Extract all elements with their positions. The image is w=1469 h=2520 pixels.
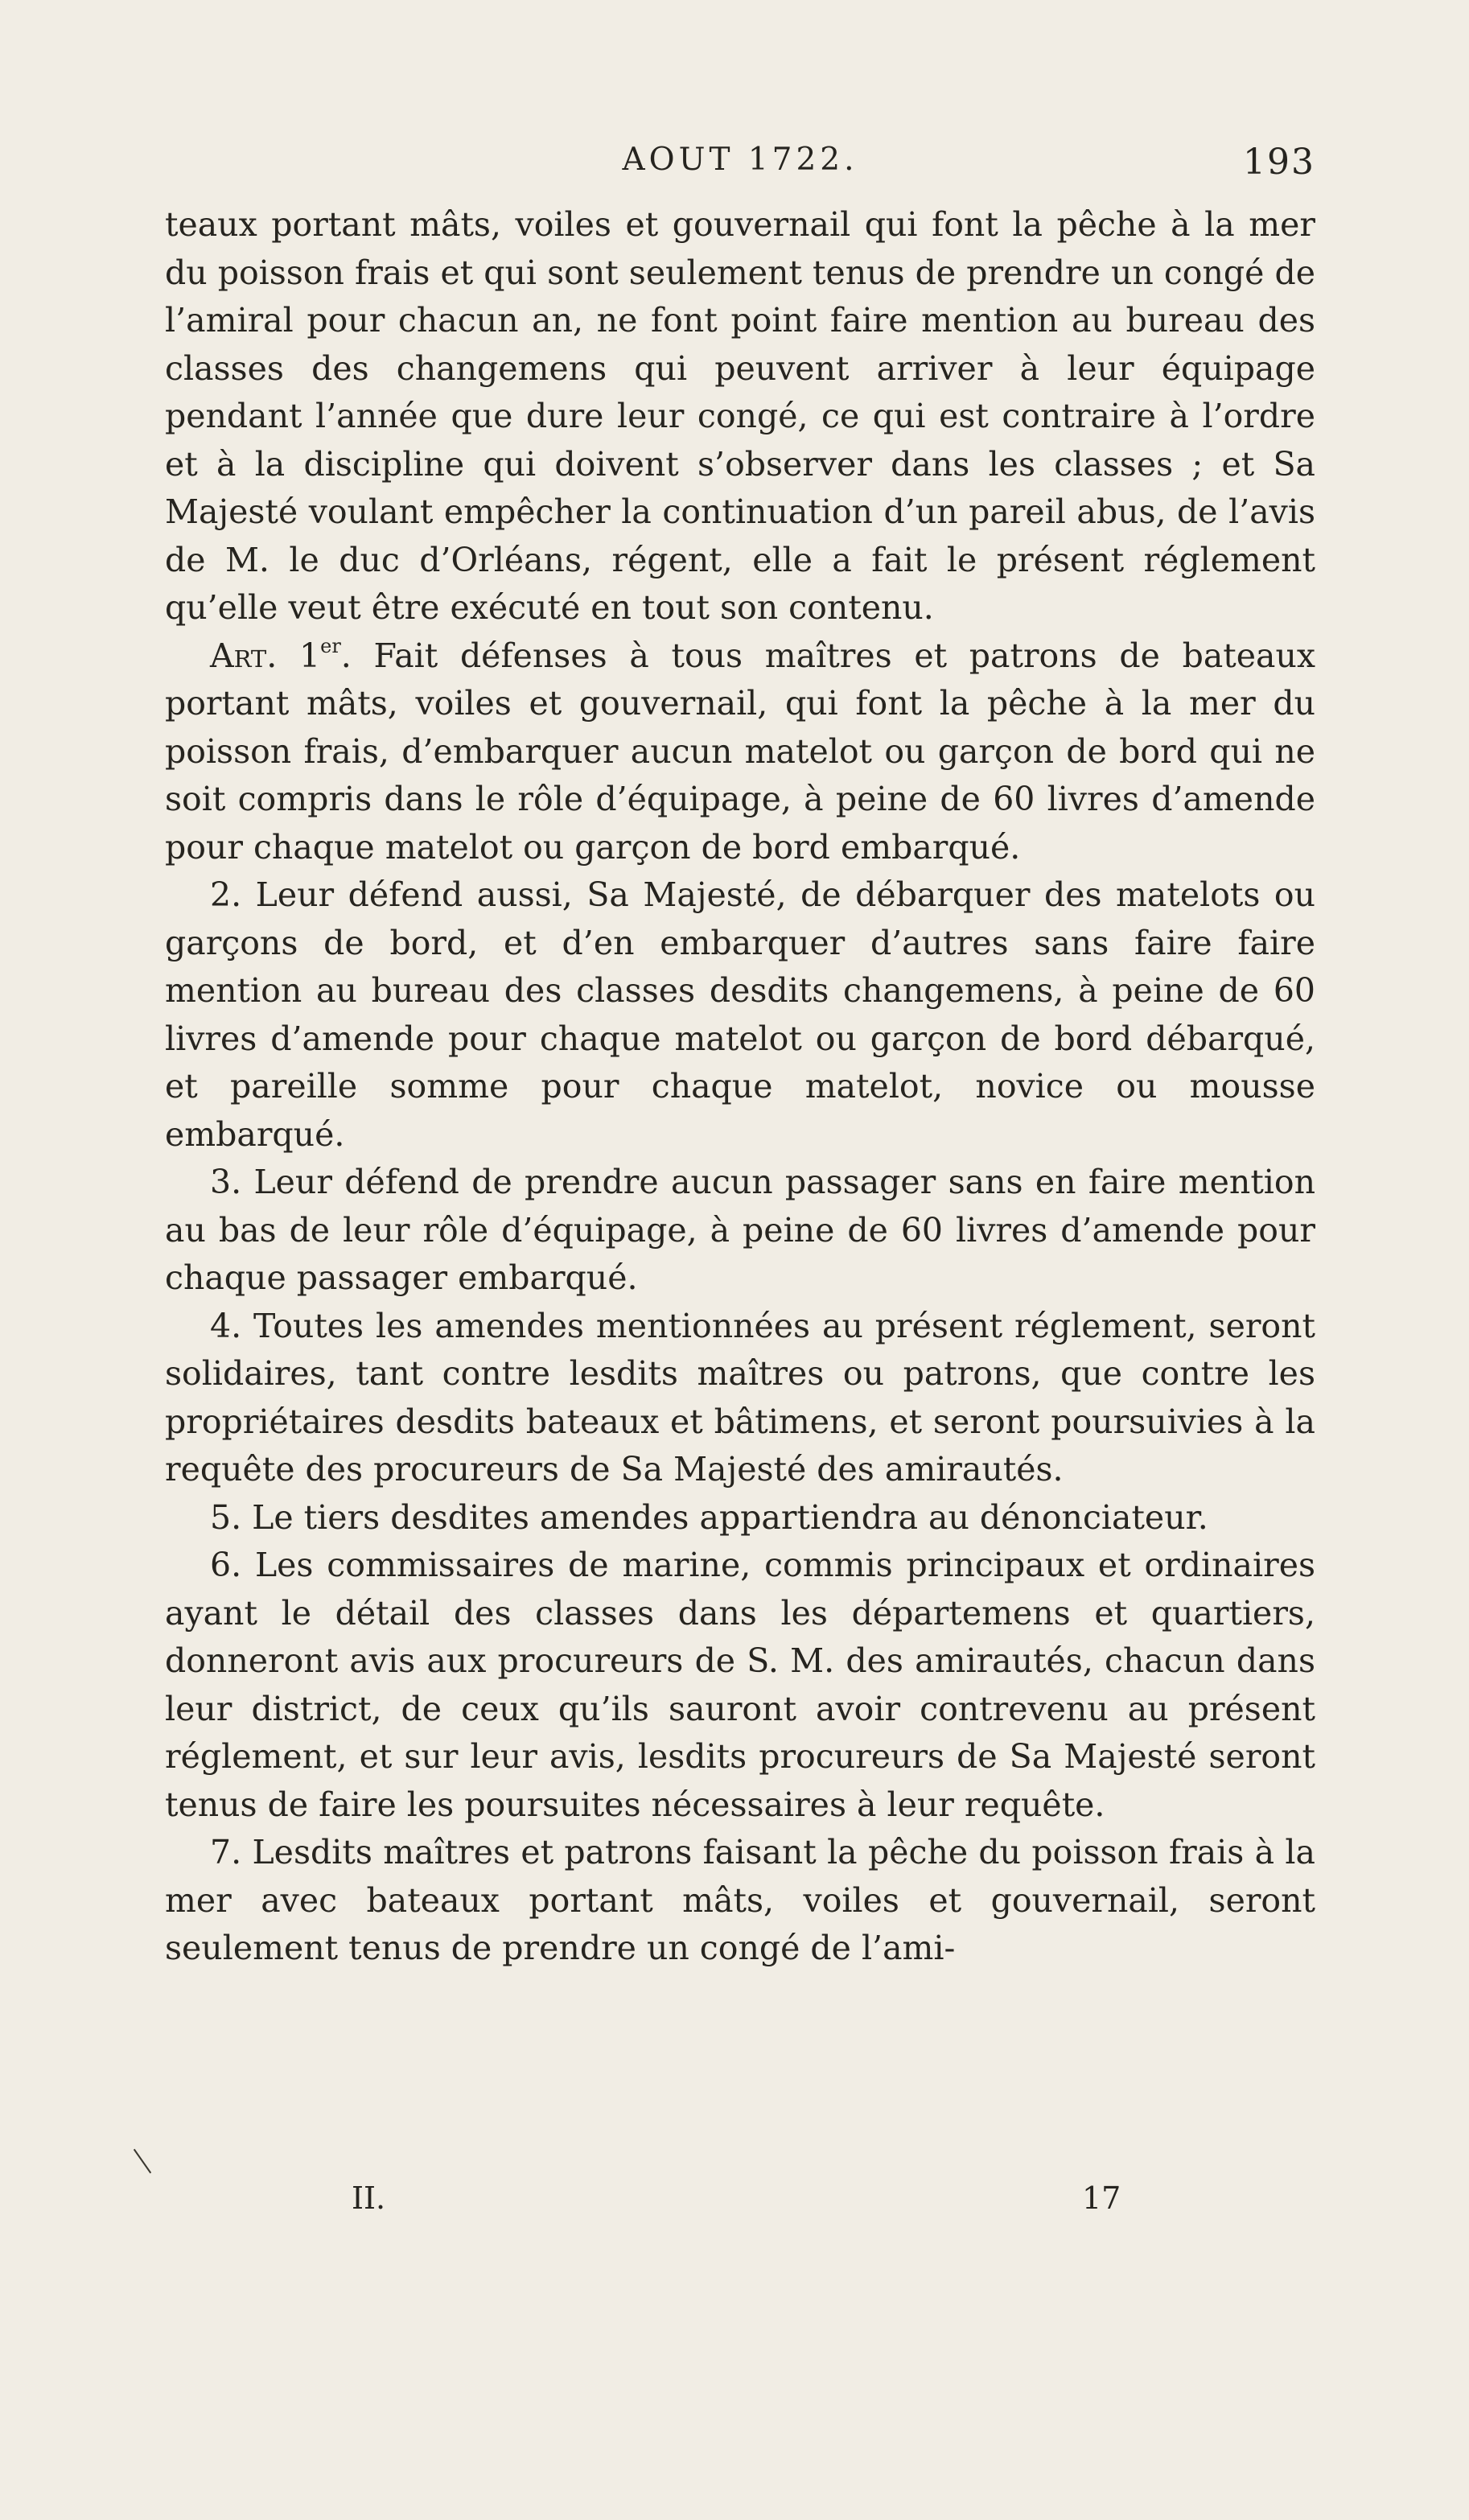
article-2: 2. Leur défend aussi, Sa Majesté, de débarquer des matelots ou garçons de bord, et d’en embarquer d’autres sans faire faire mention au bureau des classes desdits changemens, à peine de 60 livres d’amende pour chaque matelot ou garçon de bord débarqué, et pareille somme pour chaque matelot, novice ou mousse embarqué. [165,875,1315,1154]
page-number: 193 [1243,142,1315,183]
article-1-superscript: er [320,634,341,657]
page-footer [165,2180,1315,2229]
article-1-text: . Fait défenses à tous maîtres et patrons de bateaux portant mâts, voiles et gouvernail, qui font la pêche à la mer du poisson frais, d’embarquer aucun matelot ou garçon de bord qui ne soit compris dans le rôle d’équipage, à peine de 60 livres d’amende pour chaque matelot ou garçon de bord embarqué. [165,636,1315,867]
preamble-paragraph: teaux portant mâts, voiles et gouvernail qui font la pêche à la mer du poisson frais et qui sont seulement tenus de prendre un congé de l’amiral pour chacun an, ne font point faire mention au bureau des classes des changemens qui peuvent arriver à leur équipage pendant l’année que dure leur congé, ce qui est contraire à l’ordre et à la discipline qui doivent s’observer dans les classes ; et Sa Majesté voulant empêcher la continuation d’un pareil abus, de l’avis de M. le duc d’Orléans, régent, elle a fait le présent réglement qu’elle veut être exécuté en tout son contenu. [165,205,1315,627]
article-3: 3. Leur défend de prendre aucun passager sans en faire mention au bas de leur rôle d’équipage, à peine de 60 livres d’amende pour chaque passager embarqué. [165,1163,1315,1297]
article-4: 4. Toutes les amendes mentionnées au présent réglement, seront solidaires, tant contre lesdits maîtres ou patrons, que contre les propriétaires desdits bateaux et bâtimens, et seront poursuivies à la requête des procureurs de Sa Majesté des amirautés. [165,1306,1315,1489]
margin-mark [134,2149,151,2174]
article-5: 5. Le tiers desdites amendes appartiendra au dénonciateur. [210,1497,1208,1537]
running-head [165,142,1315,190]
running-title: AOUT 1722. [622,142,858,178]
article-1 [165,632,1315,872]
article-7: 7. Lesdits maîtres et patrons faisant la pêche du poisson frais à la mer avec bateaux portant mâts, voiles et gouvernail, seront seulement tenus de prendre un congé de l’ami- [165,1833,1315,1967]
body-text [165,201,1315,1973]
article-1-label: Art. 1 [210,636,321,675]
gathering-number: 17 [1082,2180,1121,2216]
article-6: 6. Les commissaires de marine, commis principaux et ordinaires ayant le détail des classes dans les départemens et quartiers, donneront avis aux procureurs de S. M. des amirautés, chacun dans leur district, de ceux qu’ils sauront avoir contrevenu au présent réglement, et sur leur avis, lesdits procureurs de Sa Majesté seront tenus de faire les poursuites nécessaires à leur requête. [165,1546,1315,1824]
signature-mark: II. [352,2180,386,2216]
